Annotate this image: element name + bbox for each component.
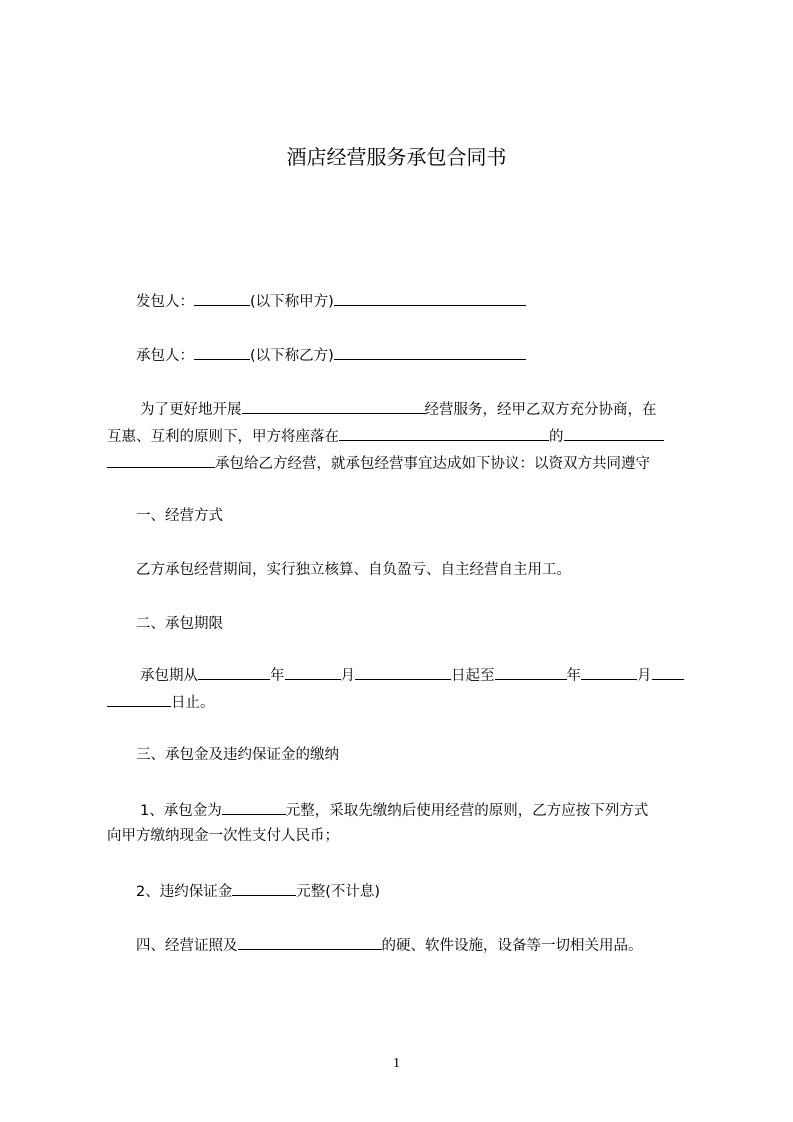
intro-line-2: [107, 425, 664, 447]
party-a-note: (以下称甲方): [250, 294, 334, 310]
deposit-label: 2、违约保证金: [136, 884, 233, 900]
intro-text-5: 承包给乙方经营，就承包经营事宜达成如下协议：以资双方共同遵守: [215, 456, 650, 472]
end-month-label: 月: [637, 668, 652, 684]
party-a-name-blank: [334, 290, 526, 306]
fee-label: 1、承包金为: [140, 803, 222, 819]
intro-text-4: 的: [549, 429, 564, 445]
fee-line-1: [140, 799, 648, 821]
end-year-label: 年: [566, 668, 581, 684]
fee-terms: 元整，采取先缴纳后使用经营的原则，乙方应按下列方式: [285, 803, 649, 819]
term-to-label: 日起至: [451, 668, 495, 684]
section-1-body: 乙方承包经营期间，实行独立核算、自负盈亏、自主经营自主用工。: [136, 562, 571, 578]
end-day-blank: [652, 664, 684, 680]
intro-text-2: 经营服务，经甲乙双方充分协商，在: [424, 402, 657, 418]
section-1-heading: 一、经营方式: [136, 508, 223, 524]
intro-line-3: [107, 452, 650, 474]
fee-amount-blank: [222, 799, 286, 815]
intro-line-1: [140, 398, 657, 420]
section-4-text: 的硬、软件设施，设备等一切相关用品。: [381, 938, 643, 954]
page-number: 1: [393, 1056, 400, 1071]
deposit-terms: 元整(不计息): [296, 884, 381, 900]
party-a-line: [136, 290, 526, 312]
party-b-name-blank: [334, 344, 526, 360]
deposit-amount-blank: [232, 880, 296, 896]
business-blank: [242, 398, 425, 414]
end-year-blank: [495, 664, 567, 680]
term-from-label: 承包期从: [140, 668, 198, 684]
start-month-label: 月: [340, 668, 355, 684]
party-b-line: [136, 344, 526, 366]
document-title: 酒店经营服务承包合同书: [286, 145, 507, 169]
premises-blank-cont: [107, 452, 215, 468]
fee-line-2: 向甲方缴纳现金一次性支付人民币；: [107, 828, 339, 844]
location-blank: [339, 425, 549, 441]
term-line-2: [107, 691, 215, 713]
licenses-blank: [238, 934, 382, 950]
party-b-label: 承包人：: [136, 348, 194, 364]
deposit-line: [136, 880, 380, 902]
section-4-line: [136, 934, 643, 956]
start-day-blank: [355, 664, 451, 680]
start-year-blank: [198, 664, 270, 680]
section-2-heading: 二、承包期限: [136, 616, 223, 632]
party-b-note: (以下称乙方): [250, 348, 334, 364]
section-4-label: 四、经营证照及: [136, 938, 238, 954]
intro-text-1: 为了更好地开展: [140, 402, 242, 418]
premises-blank: [564, 425, 664, 441]
start-year-label: 年: [270, 668, 285, 684]
party-b-blank: [194, 344, 250, 360]
term-line-1: [140, 664, 684, 686]
party-a-label: 发包人：: [136, 294, 194, 310]
section-3-heading: 三、承包金及违约保证金的缴纳: [136, 747, 339, 763]
end-month-blank: [581, 664, 637, 680]
term-end-label: 日止。: [171, 695, 215, 711]
end-day-blank-cont: [107, 691, 171, 707]
start-month-blank: [285, 664, 341, 680]
intro-text-3: 互惠、互利的原则下，甲方将座落在: [107, 429, 339, 445]
party-a-blank: [194, 290, 250, 306]
